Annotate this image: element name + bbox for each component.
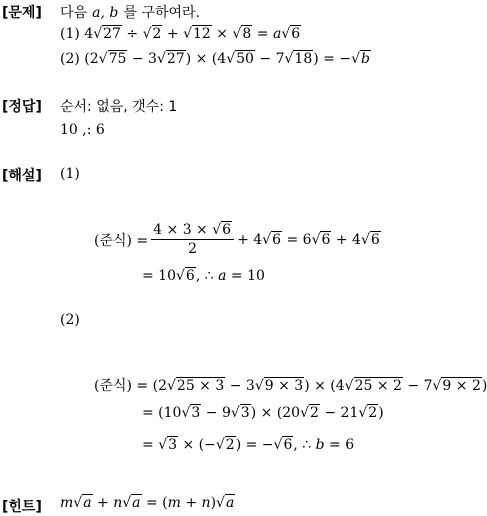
radicand: 3 — [191, 405, 201, 421]
sqrt-sign: √ — [284, 51, 294, 67]
radicand: a — [83, 495, 92, 511]
radicand: 3 — [240, 405, 250, 421]
problem-intro-tail: 를 구하여라. — [123, 5, 200, 21]
solution-part-1-line-2: = 10√6, ∴ a = 10 — [142, 268, 265, 284]
radicand: 2 — [225, 437, 235, 453]
coef: 4 — [84, 26, 94, 42]
operator: × — [211, 26, 233, 42]
hint-formula: m√a + n√a = (m + n)√a — [60, 495, 235, 511]
item-label: (2) — [60, 51, 80, 67]
radicand: 25 × 2 — [354, 378, 402, 394]
expr: − 7 — [254, 51, 285, 67]
solution-part-1-label: (1) — [60, 166, 80, 182]
radicand: 8 — [242, 26, 252, 42]
problem-tag: [문제] — [2, 5, 42, 21]
sqrt-sign: √ — [93, 26, 103, 42]
solution-part-2-line-2: = (10√3 − 9√3) × (20√2 − 21√2) — [142, 405, 384, 421]
radicand: 27 — [166, 51, 185, 67]
sqrt-sign: √ — [281, 26, 291, 42]
radicand: 6 — [272, 231, 282, 248]
sqrt-sign: √ — [156, 51, 166, 67]
sqrt-sign: √ — [142, 26, 152, 42]
variable: a — [218, 268, 227, 284]
solution-tag: [해설] — [2, 168, 42, 184]
variable: b — [315, 437, 325, 453]
radicand: 6 — [370, 231, 380, 248]
radicand: 12 — [193, 26, 211, 42]
sqrt-sign: √ — [226, 51, 236, 67]
lhs: (준식) = — [94, 232, 149, 249]
radicand: 25 × 3 — [176, 378, 225, 394]
radicand: b — [360, 51, 370, 67]
operator: ÷ — [121, 26, 143, 42]
sqrt-sign: √ — [232, 26, 242, 42]
lhs: (준식) = — [94, 378, 149, 394]
solution-part-2-line-1: (준식) = (2√25 × 3 − 3√9 × 3) × (4√25 × 2 − 7√9 × 2) — [94, 378, 487, 394]
radicand: 2 — [368, 405, 378, 421]
answer-line-1: 순서: 없음, 갯수: 1 — [60, 99, 178, 115]
sqrt-sign: √ — [183, 26, 193, 42]
radicand: 27 — [103, 26, 121, 42]
fraction — [151, 222, 234, 257]
answer-line-2: 10 ,: 6 — [60, 122, 105, 138]
problem-intro-ko: 다음 — [60, 5, 88, 21]
numerator: 4 × 3 × √6 — [151, 222, 234, 240]
radicand: 3 — [168, 437, 178, 453]
radicand: 6 — [321, 231, 331, 248]
radicand: 18 — [294, 51, 313, 67]
item-label: (1) — [60, 26, 80, 42]
radicand: 50 — [236, 51, 254, 67]
expr: ) = − — [313, 51, 352, 67]
radicand: a — [132, 495, 141, 511]
radicand: a — [225, 495, 235, 511]
problem-intro-vars: a, b — [92, 5, 119, 21]
solution-part-2-label: (2) — [60, 312, 80, 328]
radicand: 6 — [185, 268, 195, 284]
problem-intro — [60, 2, 200, 22]
radicand: 75 — [108, 51, 127, 67]
radicand: 6 — [222, 222, 232, 238]
radicand: 2 — [152, 26, 162, 42]
radicand: 6 — [291, 26, 301, 42]
answer-tag: [정답] — [2, 99, 42, 115]
denominator: 2 — [188, 241, 198, 257]
radicand: 9 × 3 — [264, 378, 304, 394]
sqrt-sign: √ — [351, 51, 360, 67]
radicand: 9 × 2 — [442, 378, 481, 394]
equals: = — [252, 26, 273, 42]
sqrt-sign: √ — [98, 51, 108, 67]
hint-tag: [힌트] — [2, 499, 42, 515]
expr: (2 — [84, 51, 99, 67]
solution-part-2-line-3: = √3 × (−√2) = −√6, ∴ b = 6 — [142, 437, 355, 453]
problem-item-1 — [60, 26, 301, 42]
radicand: 6 — [283, 437, 293, 453]
expr: − 3 — [127, 51, 157, 67]
expr: ) × (4 — [185, 51, 227, 67]
solution-part-1-line-1: (준식) = $\frac{4 \times 3 \times √6}{2}$ + 4√6 = 6√6 + 4√6 — [94, 222, 380, 257]
problem-item-2 — [60, 51, 371, 67]
radicand: 2 — [310, 405, 319, 421]
variable: a — [272, 26, 282, 42]
operator: + — [162, 26, 184, 42]
